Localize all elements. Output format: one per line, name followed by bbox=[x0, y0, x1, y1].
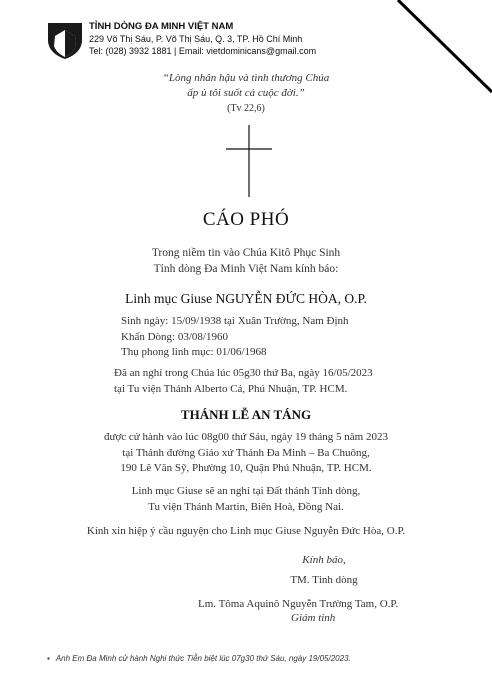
funeral-line-1: được cử hành vào lúc 08g00 thứ Sáu, ngày 19 tháng 5 năm 2023 bbox=[104, 431, 388, 443]
signature-block bbox=[198, 597, 398, 625]
org-address: 229 Võ Thị Sáu, P. Võ Thị Sáu, Q. 3, TP. Hồ Chí Minh bbox=[89, 34, 303, 44]
vows-info: Khấn Dòng: 03/08/1960 bbox=[121, 330, 228, 343]
scripture-quote bbox=[0, 71, 492, 101]
deceased-name: Linh mục Giuse NGUYỄN ĐỨC HÒA, O.P. bbox=[125, 291, 367, 306]
closing-block bbox=[279, 550, 369, 590]
dominican-shield-logo bbox=[47, 22, 83, 60]
signer-role: Giám tỉnh bbox=[291, 612, 336, 624]
intro-line-1: Trong niềm tin vào Chúa Kitô Phục Sinh bbox=[151, 247, 341, 259]
burial-line-2: Tu viện Thánh Martin, Biên Hoà, Đồng Nai. bbox=[148, 500, 344, 513]
funeral-heading: THÁNH LỄ AN TÁNG bbox=[180, 407, 312, 422]
signer-name: Lm. Tôma Aquinô Nguyễn Trường Tam, O.P. bbox=[198, 598, 399, 610]
burial-info bbox=[0, 484, 492, 515]
quote-line-1: “Lòng nhân hậu và tình thương Chúa bbox=[162, 72, 330, 84]
passing-line-2: tại Tu viện Thánh Alberto Cả, Phú Nhuận, TP. HCM. bbox=[114, 382, 348, 395]
letterhead bbox=[89, 21, 316, 57]
on-behalf: TM. Tỉnh dòng bbox=[290, 574, 358, 586]
burial-line-1: Linh mục Giuse sẽ an nghỉ tại Đất thánh Tỉnh dòng, bbox=[131, 485, 361, 497]
biography bbox=[121, 314, 349, 361]
birth-info: Sinh ngày: 15/09/1938 tại Xuân Trường, Nam Định bbox=[121, 315, 349, 327]
quote-line-2: ấp ủ tôi suốt cả cuộc đời.” bbox=[187, 87, 305, 99]
passing-line-1: Đã an nghỉ trong Chúa lúc 05g30 thứ Ba, ngày 16/05/2023 bbox=[114, 367, 373, 379]
footnote-text: Anh Em Đa Minh cử hành Nghi thức Tiễn biệt lúc 07g30 thứ Sáu, ngày 19/05/2023. bbox=[55, 654, 351, 663]
funeral-info bbox=[0, 430, 492, 477]
cross-icon bbox=[226, 125, 272, 197]
quote-reference: (Tv 22,6) bbox=[227, 103, 265, 114]
funeral-line-2: tại Thánh đường Giáo xứ Thánh Đa Minh – Ba Chuông, bbox=[122, 446, 370, 459]
passing-info bbox=[114, 366, 373, 397]
org-name: TỈNH DÒNG ĐA MINH VIỆT NAM bbox=[89, 21, 234, 32]
intro-line-2: Tỉnh dòng Đa Minh Việt Nam kính báo: bbox=[153, 263, 339, 275]
org-contact: Tel: (028) 3932 1881 | Email: vietdominicans@gmail.com bbox=[89, 46, 317, 56]
prayer-request: Kính xin hiệp ý cầu nguyện cho Linh mục Giuse Nguyễn Đức Hòa, O.P. bbox=[86, 525, 406, 537]
closing-phrase: Kính báo, bbox=[302, 554, 346, 566]
ordination-info: Thụ phong linh mục: 01/06/1968 bbox=[121, 346, 267, 358]
funeral-line-3: 190 Lê Văn Sỹ, Phường 10, Quận Phú Nhuận, TP. HCM. bbox=[120, 462, 372, 474]
bullet-icon: ▪ bbox=[47, 654, 50, 663]
footnote bbox=[47, 654, 351, 663]
intro bbox=[0, 245, 492, 277]
page-title: CÁO PHÓ bbox=[202, 209, 290, 230]
